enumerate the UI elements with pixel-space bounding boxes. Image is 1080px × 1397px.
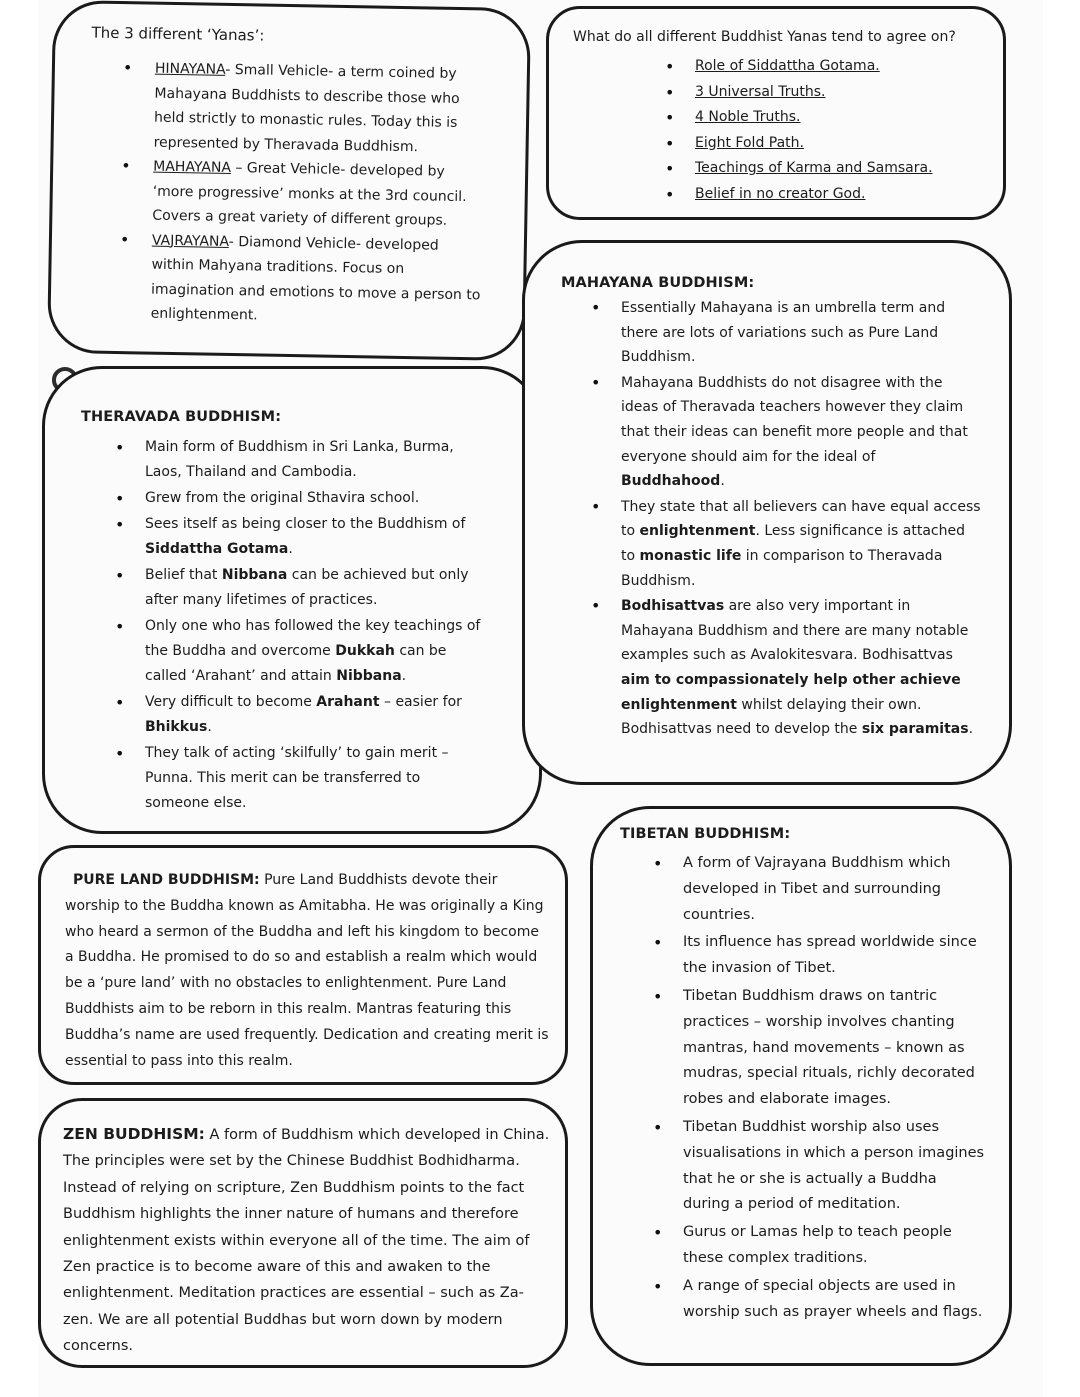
item-bold: monastic life <box>639 547 742 564</box>
yana-sep: – <box>230 159 248 177</box>
item-text: They talk of acting ‘skilfully’ to gain merit – Punna. This merit can be transferred to someone else. <box>145 745 449 811</box>
list-item <box>683 1115 988 1218</box>
zen-paragraph <box>63 1121 553 1360</box>
list-item <box>152 155 483 234</box>
item-text: are also very important in Mahayana Buddhism and there are many notable examples such as Avalokitesvara. Bodhisattvas <box>621 598 969 664</box>
list-item <box>695 182 985 208</box>
list-item <box>695 54 985 80</box>
list-item <box>145 486 485 511</box>
pureland-text: Pure Land Buddhists devote their worship to the Buddha known as Amitabha. He was originally a King who heard a sermon of the Buddha and left his kingdom to become a Buddha. He promised to do so and establish a realm which would be a ‘pure land’ with no obstacles to enlightenment. Pure Land Buddhists aim to be reborn in this realm. Mantras featuring this Buddha’s name are used frequently. Dedication and creating merit is essential to pass into this realm. <box>65 872 549 1069</box>
agree-box <box>546 6 1006 220</box>
list-item <box>621 495 981 593</box>
list-item <box>683 984 988 1113</box>
list-item <box>695 105 985 131</box>
item-bold: enlightenment <box>639 523 756 540</box>
mahayana-box <box>522 240 1012 785</box>
item-text: A range of special objects are used in worship such as prayer wheels and flags. <box>683 1277 983 1320</box>
item-text: Gurus or Lamas help to teach people these complex traditions. <box>683 1224 952 1266</box>
item-bold: Nibbana <box>221 567 288 583</box>
yanas-title: The 3 different ‘Yanas’: <box>91 23 265 45</box>
mahayana-title: MAHAYANA BUDDHISM: <box>561 275 755 291</box>
list-item <box>145 741 485 816</box>
item-text: can be achieved but only after many lifetimes of practices. <box>145 567 469 608</box>
item-bold: Siddattha Gotama <box>145 541 289 557</box>
yana-sep: - <box>225 61 235 79</box>
list-item <box>145 512 485 562</box>
item-bold: six paramitas <box>861 721 969 738</box>
zen-box <box>38 1098 568 1368</box>
list-item <box>683 1220 988 1272</box>
item-bold: Bodhisattvas <box>621 598 725 615</box>
item-bold: aim to compassionately help other achieve enlightenment <box>621 671 961 713</box>
item-text: . <box>207 719 212 735</box>
pureland-title: PURE LAND BUDDHISM: <box>73 872 260 888</box>
item-bold: Dukkah <box>335 643 395 659</box>
yanas-box <box>47 0 531 361</box>
yanas-list <box>150 57 485 332</box>
theravada-box <box>42 366 542 834</box>
list-item <box>695 80 985 106</box>
list-item <box>695 156 985 182</box>
item-text: – easier for <box>379 694 462 710</box>
list-item <box>145 614 485 689</box>
item-text: Its influence has spread worldwide since the invasion of Tibet. <box>683 934 977 977</box>
item-text: whilst delaying their own. Bodhisattvas need to develop the <box>621 696 922 738</box>
list-item <box>153 57 485 161</box>
agree-item-text: 4 Noble Truths. <box>695 109 801 125</box>
item-text: Mahayana Buddhists do not disagree with the ideas of Theravada teachers however they claim that their ideas can benefit more people and that everyone should aim for the ideal of <box>621 374 968 465</box>
item-text: . Less significance is attached to <box>621 523 965 564</box>
list-item <box>145 690 485 740</box>
tibetan-title: TIBETAN BUDDHISM: <box>620 826 791 842</box>
list-item <box>695 131 985 157</box>
list-item <box>683 1274 988 1326</box>
list-item <box>683 930 988 982</box>
item-text: A form of Vajrayana Buddhism which developed in Tibet and surrounding countries. <box>683 855 951 923</box>
agree-item-text: 3 Universal Truths. <box>695 83 826 100</box>
item-text: . <box>288 541 293 557</box>
item-bold: Arahant <box>316 694 380 710</box>
list-item <box>621 371 981 494</box>
theravada-title: THERAVADA BUDDHISM: <box>81 409 282 425</box>
item-text: Tibetan Buddhist worship also uses visualisations in which a person imagines that he or she is actually a Buddha during a period of meditation. <box>683 1118 985 1213</box>
list-item <box>150 228 482 332</box>
mahayana-list <box>621 296 981 742</box>
item-text: in comparison to Theravada Buddhism. <box>621 547 943 589</box>
yana-desc: Small Vehicle- a term coined by Mahayana Buddhists to describe those who held strictly to monastic rules. Today this is represented by Theravada Buddhism. <box>153 62 460 155</box>
item-bold: Bhikkus <box>145 719 208 735</box>
item-text: Tibetan Buddhism draws on tantric practices – worship involves chanting mantras, hand movements – known as mudras, special rituals, richly decorated robes and elaborate images. <box>683 987 975 1108</box>
yana-sep: - <box>228 233 239 250</box>
item-text: . <box>968 721 974 738</box>
item-text: Belief that <box>145 567 222 583</box>
yana-name: HINAYANA <box>154 60 226 78</box>
list-item <box>683 851 988 928</box>
yana-name: VAJRAYANA <box>151 232 229 250</box>
item-text: Very difficult to become <box>145 694 317 710</box>
agree-list <box>695 54 985 207</box>
list-item <box>621 296 981 370</box>
item-text: Grew from the original Sthavira school. <box>145 490 420 506</box>
yana-name: MAHAYANA <box>153 158 232 176</box>
item-text: Main form of Buddhism in Sri Lanka, Burma, Laos, Thailand and Cambodia. <box>145 439 454 480</box>
list-item <box>145 435 485 485</box>
item-bold: Buddhahood <box>621 473 721 490</box>
agree-title: What do all different Buddhist Yanas tend to agree on? <box>573 29 956 45</box>
tibetan-box <box>590 806 1012 1366</box>
item-text: can be called ‘Arahant’ and attain <box>145 643 447 684</box>
item-bold: Nibbana <box>336 668 402 684</box>
agree-item-text: Role of Siddattha Gotama. <box>695 58 880 74</box>
item-text: Only one who has followed the key teachings of the Buddha and overcome <box>145 618 481 659</box>
yana-desc: Great Vehicle- developed by ‘more progressive’ monks at the 3rd council. Covers a great variety of different groups. <box>152 160 467 229</box>
item-text: They state that all believers can have equal access to <box>621 498 981 540</box>
item-text: . <box>401 668 407 684</box>
zen-title: ZEN BUDDHISM: <box>63 1125 205 1143</box>
agree-item-text: Belief in no creator God. <box>695 185 866 202</box>
pureland-box <box>38 845 568 1085</box>
theravada-list <box>145 435 485 816</box>
item-text: Essentially Mahayana is an umbrella term and there are lots of variations such as Pure Land Buddhism. <box>621 300 946 366</box>
item-text: Sees itself as being closer to the Buddhism of <box>145 516 466 532</box>
zen-text: A form of Buddhism which developed in China. The principles were set by the Chinese Buddhist Bodhidharma. Instead of relying on scripture, Zen Buddhism points to the fact Buddhism highlights the inner nature of humans and therefore enlightenment exists within everyone all of the time. The aim of Zen practice is to become aware of this and awaken to the enlightenment. Meditation practices are essential – such as Za-zen. We are all potential Buddhas but worn down by modern concerns. <box>63 1127 550 1355</box>
item-text: . <box>720 473 725 490</box>
yana-desc: Diamond Vehicle- developed within Mahyana traditions. Focus on imagination and emotions to move a person to enlightenment. <box>150 233 481 324</box>
tibetan-list <box>683 851 988 1325</box>
list-item <box>145 563 485 613</box>
pureland-paragraph <box>65 868 551 1074</box>
list-item <box>621 594 981 742</box>
agree-item-text: Eight Fold Path. <box>695 134 804 151</box>
agree-item-text: Teachings of Karma and Samsara. <box>695 160 933 176</box>
